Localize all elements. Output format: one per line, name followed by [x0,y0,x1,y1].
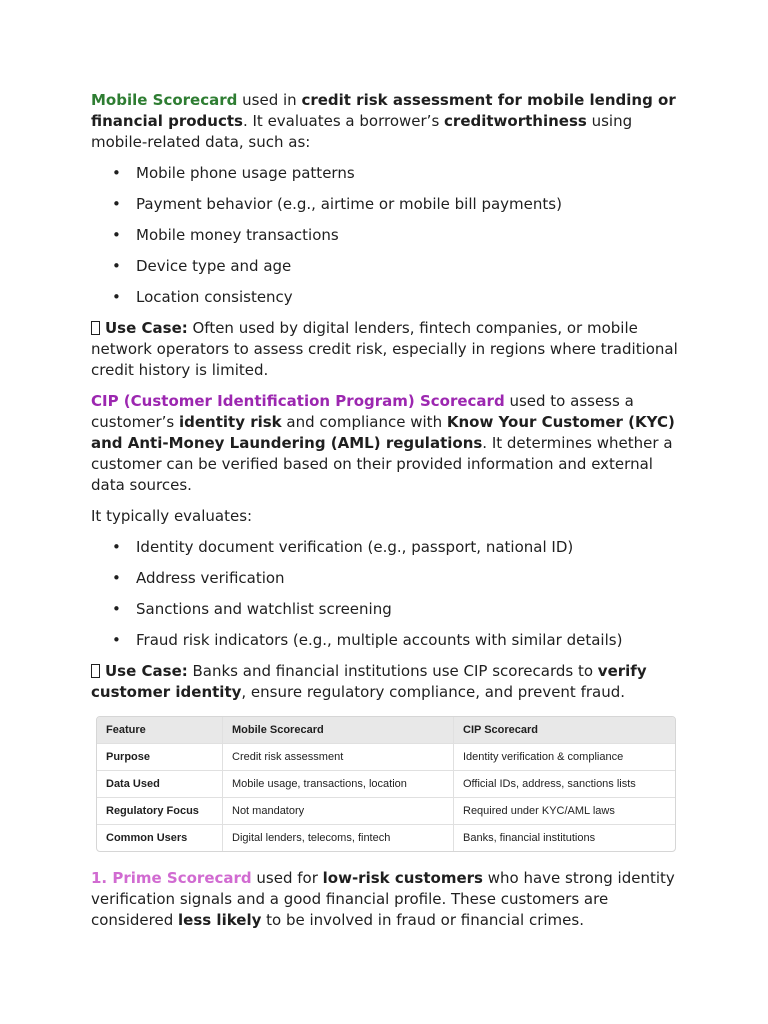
table-header: CIP Scorecard [454,717,675,744]
mobile-use-case [91,318,691,381]
table-row [97,825,675,851]
list-item: • Location consistency [91,287,691,308]
use-case-bold: verify customer identity [91,662,647,701]
use-case-label: Use Case: [105,319,188,337]
prime-bold: less likely [178,911,262,929]
prime-text: who have strong identity verification signals and a good financial profile. These customers are considered [91,869,675,929]
intro-bold: identity risk [179,413,282,431]
list-item: • Sanctions and watchlist screening [91,599,691,620]
list-item: • Address verification [91,568,691,589]
table-row [97,744,675,771]
list-item: • Device type and age [91,256,691,277]
missing-glyph-icon [91,321,100,335]
mobile-data-list [91,163,691,308]
table-header: Mobile Scorecard [223,717,454,744]
list-item: • Mobile phone usage patterns [91,163,691,184]
list-item: • Payment behavior (e.g., airtime or mobile bill payments) [91,194,691,215]
table-cell: Mobile usage, transactions, location [223,771,454,798]
cip-scorecard-intro [91,391,691,496]
intro-text: used in [237,91,302,109]
table-cell: Banks, financial institutions [463,832,596,844]
table-cell: Regulatory Focus [97,798,223,825]
mobile-scorecard-intro [91,90,691,153]
intro-text: . It determines whether a customer can be verified based on their provided information and external data sources. [91,434,673,494]
table-header: Feature [97,717,223,744]
use-case-text: , ensure regulatory compliance, and prevent fraud. [241,683,626,701]
intro-text: and compliance with [281,413,447,431]
missing-glyph-icon [91,664,100,678]
prime-text: to be involved in fraud or financial crimes. [261,911,584,929]
intro-text: . It evaluates a borrower’s [242,112,445,130]
table-row [97,798,675,825]
mobile-scorecard-title: Mobile Scorecard [91,91,238,109]
comparison-table [96,716,676,852]
intro-bold: credit risk assessment for mobile lending or financial products [91,91,676,130]
table-header-row [97,717,675,744]
table-cell: Common Users [97,825,223,851]
table-cell: Purpose [97,744,223,771]
use-case-text: Banks and financial institutions use CIP scorecards to [187,662,598,680]
intro-text: used to assess a customer’s [91,392,634,431]
prime-scorecard-title: 1. Prime Scorecard [91,869,252,887]
use-case-text: Often used by digital lenders, fintech companies, or mobile network operators to assess credit risk, especially in regions where traditional credit history is limited. [91,319,678,379]
table-row [97,771,675,798]
use-case-label: Use Case: [105,662,188,680]
document-body [91,90,691,713]
intro-bold: Know Your Customer (KYC) and Anti-Money Laundering (AML) regulations [91,413,675,452]
prime-bold: low-risk customers [322,869,483,887]
table-cell: Not mandatory [223,798,454,825]
list-item: • Fraud risk indicators (e.g., multiple accounts with similar details) [91,630,691,651]
table-cell: Data Used [97,771,223,798]
table-cell: Credit risk assessment [223,744,454,771]
cip-use-case [91,661,691,703]
list-item: • Identity document verification (e.g., passport, national ID) [91,537,691,558]
intro-bold: creditworthiness [444,112,587,130]
table-cell: Digital lenders, telecoms, fintech [223,825,454,851]
table-cell: Required under KYC/AML laws [454,798,675,825]
intro-text: using mobile-related data, such as: [91,112,633,151]
list-item: • Mobile money transactions [91,225,691,246]
table-cell: Identity verification & compliance [454,744,675,771]
table-cell: Official IDs, address, sanctions lists [454,771,675,798]
prime-scorecard-paragraph [91,868,691,931]
cip-scorecard-title: CIP (Customer Identification Program) Scorecard [91,392,505,410]
cip-evaluation-list [91,537,691,651]
prime-text: used for [251,869,323,887]
cip-evaluates-text: It typically evaluates: [91,507,253,525]
